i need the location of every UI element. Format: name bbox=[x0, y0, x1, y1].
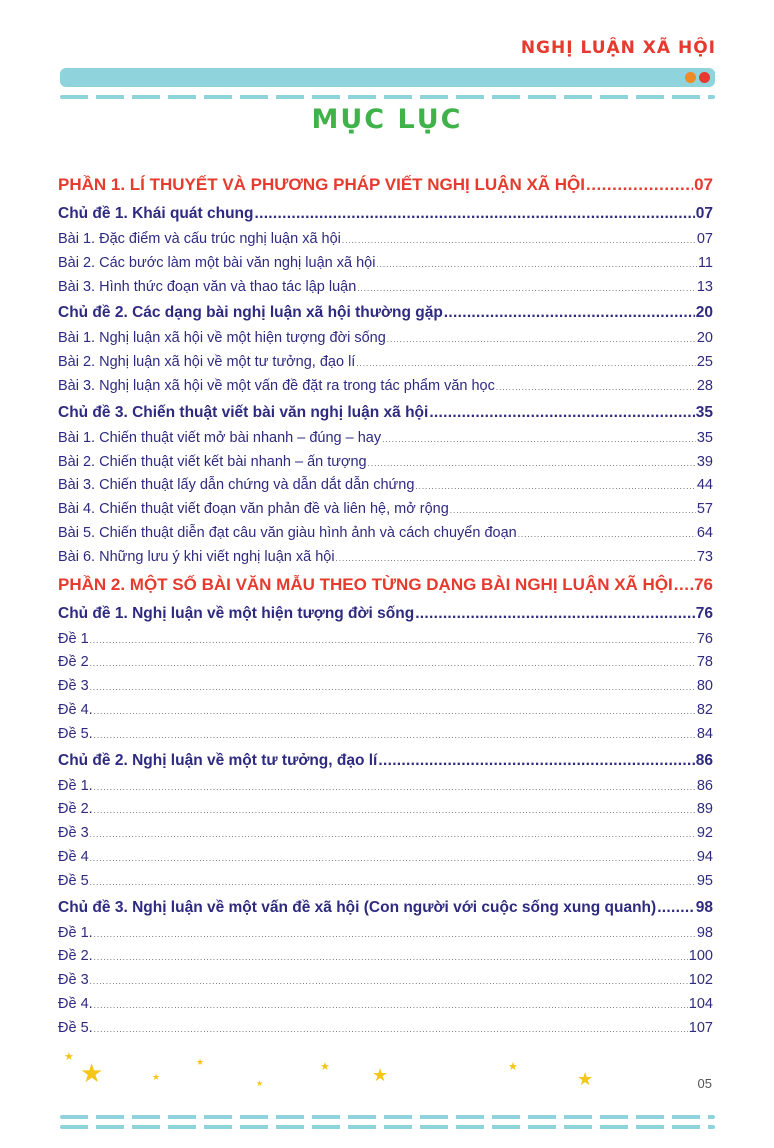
toc-label: PHẦN 1. LÍ THUYẾT VÀ PHƯƠNG PHÁP VIẾT NGHỊ LUẬN XÃ HỘI bbox=[58, 175, 586, 194]
toc-part bbox=[58, 170, 713, 200]
toc-lesson bbox=[58, 1017, 713, 1041]
toc-label: Bài 2. Nghị luận xã hội về một tư tưởng, đạo lí bbox=[58, 354, 356, 371]
toc-page-number: 11 bbox=[697, 254, 713, 271]
dot-leader bbox=[657, 894, 695, 922]
toc-page-number: 20 bbox=[695, 304, 713, 322]
dot-leader bbox=[94, 776, 696, 799]
header-dashed-line bbox=[60, 95, 715, 99]
toc-label: Đề 4. bbox=[58, 995, 93, 1012]
toc-lesson bbox=[58, 993, 713, 1017]
dot-leader bbox=[336, 547, 696, 570]
dot-leader bbox=[94, 994, 688, 1017]
dot-leader bbox=[376, 253, 697, 276]
dot-leader bbox=[387, 328, 696, 351]
toc-label: Đề 1. bbox=[58, 777, 93, 794]
toc-label: Bài 6. Những lưu ý khi viết nghị luận xã hội bbox=[58, 548, 335, 565]
toc-label: Bài 1. Chiến thuật viết mở bài nhanh – đúng – hay bbox=[58, 429, 382, 446]
toc-label: Đề 3 bbox=[58, 678, 89, 695]
toc-page-number: 07 bbox=[695, 205, 713, 222]
toc-page-number: 13 bbox=[696, 278, 713, 295]
toc-page-number: 76 bbox=[694, 574, 713, 594]
dot-leader bbox=[378, 747, 694, 775]
star-icon: ★ bbox=[196, 1057, 205, 1067]
toc-label: Chủ đề 3. Chiến thuật viết bài văn nghị luận xã hội bbox=[58, 403, 429, 421]
toc-lesson bbox=[58, 427, 713, 451]
toc-page-number: 86 bbox=[696, 777, 713, 794]
header-dots bbox=[685, 72, 710, 83]
toc-page-number: 80 bbox=[696, 678, 713, 695]
toc-topic bbox=[58, 399, 713, 427]
dot-leader bbox=[450, 499, 696, 522]
toc-page-number: 76 bbox=[696, 630, 713, 647]
red-dot bbox=[699, 72, 710, 83]
toc-lesson bbox=[58, 375, 713, 399]
dot-leader bbox=[518, 523, 696, 546]
toc-label: Bài 1. Nghị luận xã hội về một hiện tượng đời sống bbox=[58, 330, 386, 347]
toc-lesson bbox=[58, 723, 713, 747]
dot-leader bbox=[254, 200, 694, 228]
toc-page-number: 35 bbox=[696, 429, 713, 446]
toc-lesson bbox=[58, 522, 713, 546]
star-icon: ★ bbox=[152, 1072, 161, 1082]
header-bar bbox=[60, 68, 715, 87]
toc-page-number: 07 bbox=[694, 175, 713, 194]
toc-page-number: 107 bbox=[688, 1019, 713, 1036]
toc-label: Đề 1. bbox=[58, 924, 93, 941]
dot-leader bbox=[90, 871, 696, 894]
toc-label: Đề 1 bbox=[58, 630, 89, 647]
dot-leader bbox=[94, 700, 696, 723]
toc-page-number: 07 bbox=[696, 231, 713, 247]
toc-page-number: 89 bbox=[696, 801, 713, 818]
toc-lesson bbox=[58, 628, 713, 652]
dot-leader bbox=[342, 229, 696, 252]
dot-leader bbox=[444, 299, 695, 327]
toc-lesson bbox=[58, 699, 713, 723]
dot-leader bbox=[94, 1018, 688, 1041]
toc-label: Bài 2. Chiến thuật viết kết bài nhanh – ấn tượng bbox=[58, 453, 367, 470]
toc-page-number: 98 bbox=[695, 898, 713, 916]
toc-page-number: 76 bbox=[695, 604, 713, 622]
dot-leader bbox=[90, 676, 696, 699]
dot-leader bbox=[496, 376, 696, 399]
toc-page-number: 35 bbox=[695, 403, 713, 421]
toc-lesson bbox=[58, 546, 713, 570]
toc-label: Chủ đề 3. Nghị luận về một vấn đề xã hội (Con người với cuộc sống xung quanh) bbox=[58, 898, 657, 916]
toc-page-number: 92 bbox=[696, 825, 713, 842]
star-icon: ★ bbox=[320, 1061, 330, 1073]
dot-leader bbox=[90, 629, 696, 652]
dot-leader bbox=[356, 352, 696, 375]
toc-page-number: 73 bbox=[696, 548, 713, 565]
toc-topic bbox=[58, 894, 713, 922]
toc-lesson bbox=[58, 451, 713, 475]
toc-topic bbox=[58, 600, 713, 628]
toc-lesson bbox=[58, 969, 713, 993]
toc-page-number: 39 bbox=[696, 453, 713, 470]
star-icon: ★ bbox=[64, 1051, 74, 1063]
toc-lesson bbox=[58, 276, 713, 300]
toc-page-number: 44 bbox=[696, 477, 713, 494]
dot-leader bbox=[90, 823, 696, 846]
toc-topic bbox=[58, 200, 713, 228]
toc-label: Bài 3. Chiến thuật lấy dẫn chứng và dẫn dắt dẫn chứng bbox=[58, 477, 415, 494]
toc-lesson bbox=[58, 651, 713, 675]
toc-page-number: 25 bbox=[696, 354, 713, 371]
toc-label: Đề 4. bbox=[58, 701, 93, 718]
star-icon: ★ bbox=[577, 1069, 594, 1089]
toc-label: Đề 4 bbox=[58, 848, 89, 865]
star-icon: ★ bbox=[372, 1065, 389, 1085]
dot-leader bbox=[368, 452, 696, 475]
dot-leader bbox=[429, 399, 694, 427]
toc-lesson bbox=[58, 775, 713, 799]
toc-lesson bbox=[58, 252, 713, 276]
table-of-contents bbox=[58, 170, 713, 1041]
toc-label: Chủ đề 2. Nghị luận về một tư tưởng, đạo lí bbox=[58, 751, 378, 769]
dot-leader bbox=[357, 277, 696, 300]
toc-lesson bbox=[58, 798, 713, 822]
toc-topic bbox=[58, 299, 713, 327]
footer-dashed-line bbox=[60, 1115, 715, 1119]
dot-leader bbox=[94, 724, 696, 747]
toc-page-number: 20 bbox=[696, 330, 713, 347]
dot-leader bbox=[90, 847, 696, 870]
toc-lesson bbox=[58, 351, 713, 375]
orange-dot bbox=[685, 72, 696, 83]
toc-label: Chủ đề 1. Nghị luận về một hiện tượng đời sống bbox=[58, 604, 415, 622]
toc-lesson bbox=[58, 675, 713, 699]
star-icon: ★ bbox=[256, 1079, 264, 1088]
toc-label: Chủ đề 2. Các dạng bài nghị luận xã hội thường gặp bbox=[58, 304, 443, 322]
toc-page-number: 57 bbox=[696, 501, 713, 518]
toc-label: Đề 5 bbox=[58, 872, 89, 889]
toc-label: Bài 3. Hình thức đoạn văn và thao tác lập luận bbox=[58, 278, 357, 295]
toc-lesson bbox=[58, 228, 713, 252]
toc-label: Bài 4. Chiến thuật viết đoạn văn phản đề và liên hệ, mở rộng bbox=[58, 501, 449, 518]
toc-page-number: 64 bbox=[696, 524, 713, 541]
toc-label: Bài 5. Chiến thuật diễn đạt câu văn giàu hình ảnh và cách chuyển đoạn bbox=[58, 524, 517, 541]
star-icon: ★ bbox=[80, 1058, 104, 1088]
toc-lesson bbox=[58, 822, 713, 846]
dot-leader bbox=[382, 428, 696, 451]
toc-label: Bài 2. Các bước làm một bài văn nghị luận xã hội bbox=[58, 254, 376, 271]
toc-label: Bài 1. Đặc điểm và cấu trúc nghị luận xã hội bbox=[58, 231, 341, 247]
toc-label: Bài 3. Nghị luận xã hội về một vấn đề đặt ra trong tác phẩm văn học bbox=[58, 377, 495, 394]
toc-page-number: 102 bbox=[688, 972, 713, 989]
dot-leader bbox=[94, 923, 696, 946]
header-title: NGHỊ LUẬN XÃ HỘI bbox=[520, 38, 716, 58]
toc-page-number: 78 bbox=[696, 654, 713, 671]
toc-page-number: 86 bbox=[695, 751, 713, 769]
toc-label: Chủ đề 1. Khái quát chung bbox=[58, 205, 254, 222]
page-number: 05 bbox=[697, 1076, 712, 1091]
toc-lesson bbox=[58, 327, 713, 351]
toc-label: Đề 5. bbox=[58, 725, 93, 742]
toc-lesson bbox=[58, 870, 713, 894]
dot-leader bbox=[586, 170, 693, 200]
toc-topic bbox=[58, 747, 713, 775]
page-title: MỤC LỤC bbox=[311, 104, 463, 135]
dot-leader bbox=[415, 600, 695, 628]
toc-page-number: 82 bbox=[696, 701, 713, 718]
dot-leader bbox=[415, 475, 695, 498]
toc-lesson bbox=[58, 498, 713, 522]
toc-lesson bbox=[58, 922, 713, 946]
toc-label: Đề 2. bbox=[58, 801, 93, 818]
footer-dashed-line bbox=[60, 1125, 715, 1129]
toc-page-number: 95 bbox=[696, 872, 713, 889]
toc-lesson bbox=[58, 945, 713, 969]
toc-page-number: 100 bbox=[688, 948, 713, 965]
toc-label: Đề 3 bbox=[58, 825, 89, 842]
dot-leader bbox=[90, 652, 696, 675]
toc-label: Đề 2. bbox=[58, 948, 93, 965]
toc-page-number: 104 bbox=[688, 995, 713, 1012]
dot-leader bbox=[94, 799, 696, 822]
toc-label: Đề 5. bbox=[58, 1019, 93, 1036]
toc-label: Đề 3 bbox=[58, 972, 89, 989]
toc-page-number: 28 bbox=[696, 377, 713, 394]
toc-label: Đề 2 bbox=[58, 654, 89, 671]
toc-part bbox=[58, 570, 713, 600]
toc-page-number: 98 bbox=[696, 924, 713, 941]
toc-lesson bbox=[58, 846, 713, 870]
dot-leader bbox=[94, 946, 688, 969]
toc-page-number: 84 bbox=[696, 725, 713, 742]
dot-leader bbox=[90, 970, 688, 993]
toc-lesson bbox=[58, 474, 713, 498]
toc-page-number: 94 bbox=[696, 848, 713, 865]
dot-leader bbox=[674, 570, 693, 600]
toc-label: PHẦN 2. MỘT SỐ BÀI VĂN MẪU THEO TỪNG DẠNG BÀI NGHỊ LUẬN XÃ HỘI bbox=[58, 574, 673, 594]
star-icon: ★ bbox=[508, 1061, 518, 1073]
